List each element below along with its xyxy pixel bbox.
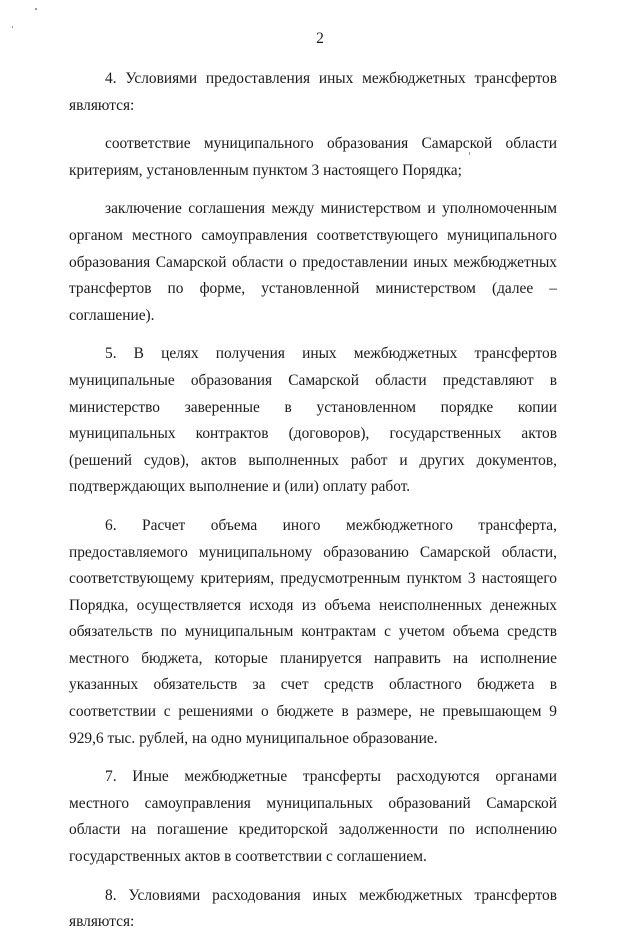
paragraph-criteria-compliance: соответствие муниципального образования Самарской области критериям, установленным пунктом 3 настоящего Порядка; (69, 135, 557, 179)
paragraph-documents: 5. В целях получения иных межбюджетных трансфертов муниципальные образования Самарской области представляют в министерство заверенные в установленном порядке копии муниципальных контрактов (договоров), государственных актов (решений судов), актов выполненных работ и других документов, подтверждающих выполнение и (или) оплату работ. (69, 345, 557, 496)
page-number: 2 (316, 30, 324, 47)
paragraph-spending: 7. Иные межбюджетные трансферты расходуются органами местного самоуправления муниципальных образований Самарской области на погашение кредиторской задолженности по исполнению государственных актов в соответствии с соглашением. (69, 768, 557, 866)
paragraph-agreement: заключение соглашения между министерством и уполномоченным органом местного самоуправления соответствующего муниципального образования Самарской области о предоставлении иных межбюджетных трансфертов по форме, установленной министерством (далее – соглашение). (69, 200, 557, 324)
scan-speck (35, 8, 37, 10)
scan-speck (12, 26, 13, 28)
paragraph-conditions: 4. Условиями предоставления иных межбюджетных трансфертов являются: (69, 70, 557, 114)
paragraph-calculation: 6. Расчет объема иного межбюджетного трансферта, предоставляемого муниципальному образованию Самарской области, соответствующему критериям, предусмотренным пунктом 3 настоящего Порядка, осуществляется исходя из объема неисполненных денежных обязательств по муниципальным контрактам с учетом объема средств местного бюджета, которые планируется направить на исполнение указанных обязательств за счет средств областного бюджета в соответствии с решениями о бюджете в размере, не превышающем 9 929,6 тыс. рублей, на одно муниципальное образование. (69, 516, 557, 747)
paragraph-spending-conditions: 8. Условиями расходования иных межбюджетных трансфертов являются: (69, 886, 557, 931)
document-body (69, 66, 557, 948)
